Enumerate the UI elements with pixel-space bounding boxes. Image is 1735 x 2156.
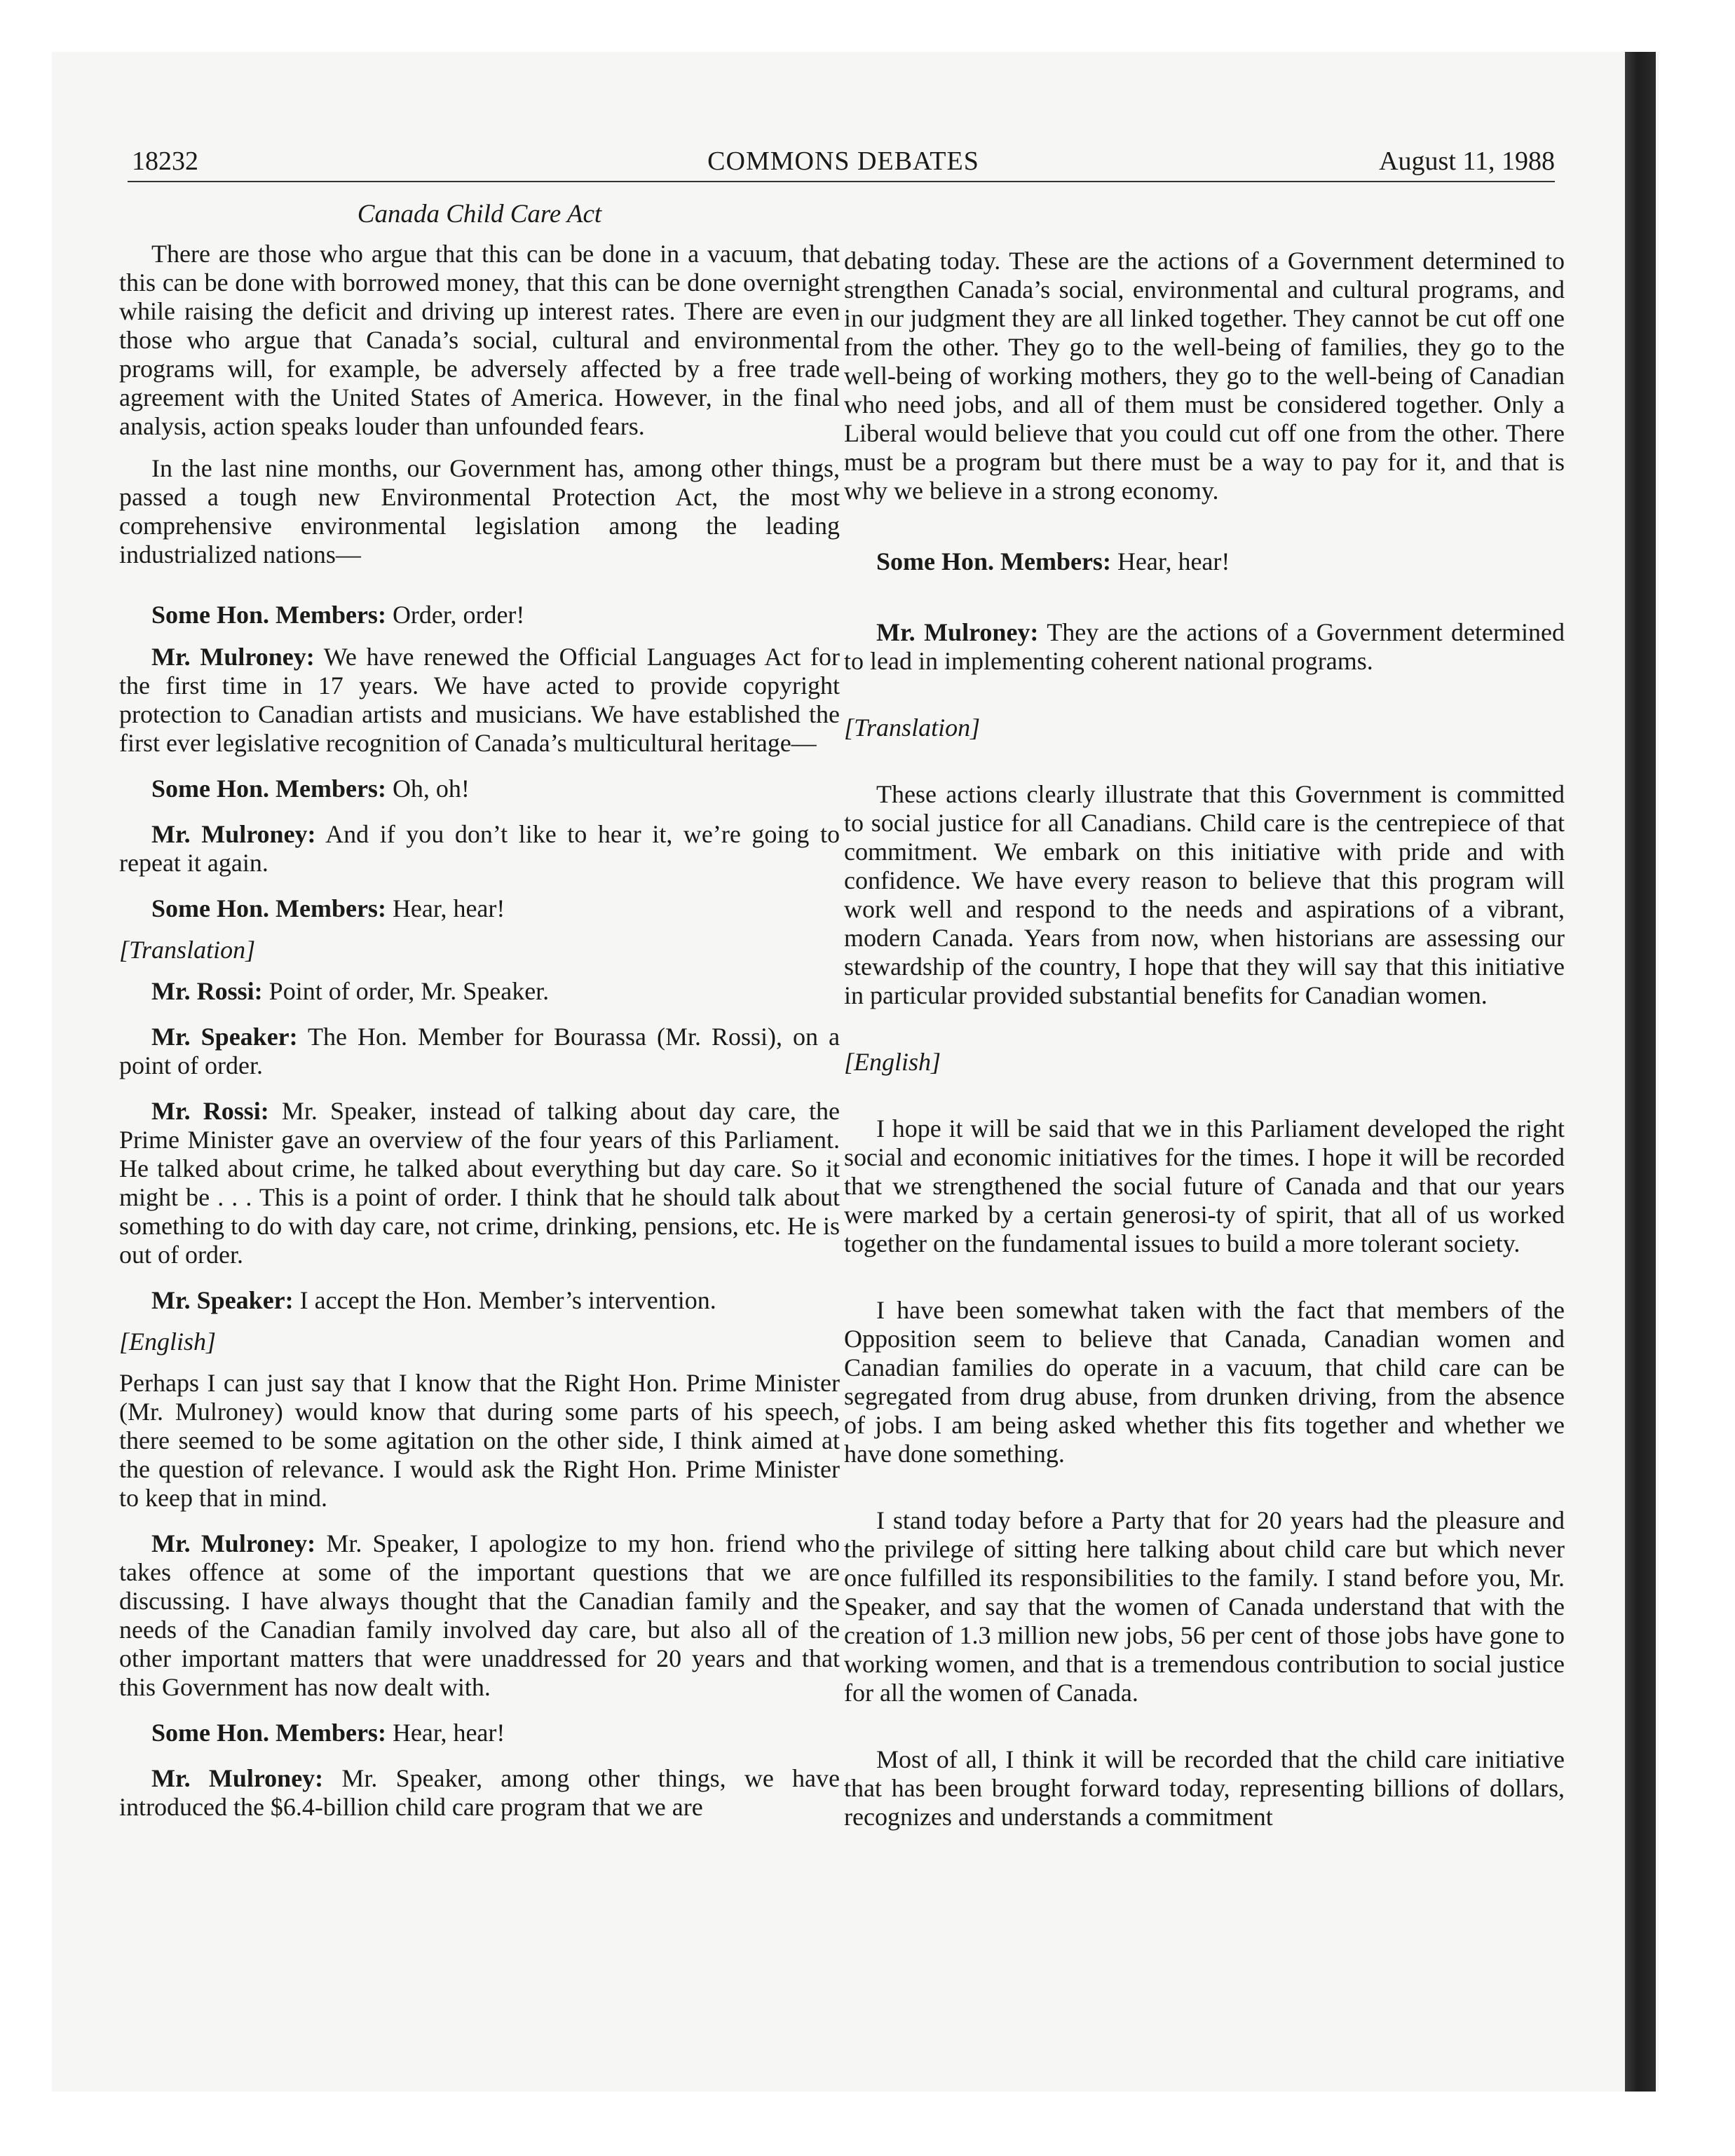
speaker-name: Some Hon. Members: <box>151 775 386 803</box>
paragraph: I hope it will be said that we in this Parliament developed the right social and economic initiatives for the times. I hope it will be recorded that we strengthened the social future of Canada and that our years were marked by a certain generosi-ty of spirit, that all of us worked together on the fundamental issues to build a more tolerant society. <box>844 1114 1565 1257</box>
paragraph: Perhaps I can just say that I know that the Right Hon. Prime Minister (Mr. Mulroney) would know that during some parts of his speech, there seemed to be some agitation on the other side, I think aimed at the question of relevance. I would ask the Right Hon. Prime Minister to keep that in mind. <box>119 1369 840 1512</box>
paragraph: Some Hon. Members: Hear, hear! <box>876 547 1230 575</box>
left-column <box>119 240 840 1822</box>
paragraph: Mr. Mulroney: Mr. Speaker, I apologize to my hon. friend who takes offence at some of the important questions that we are discussing. I have always thought that the Canadian family and the needs of the Canadian family involved day care, but also all of the other important matters that were unaddressed for 20 years and that this Government has now dealt with. <box>119 1529 841 1701</box>
paragraph: I have been somewhat taken with the fact that members of the Opposition seem to believe that Canada, Canadian women and Canadian families do operate in a vacuum, that child care can be segregated from drug abuse, from drunken driving, from the absence of jobs. I am being asked whether this fits together and whether we have done something. <box>844 1296 1565 1468</box>
paragraph: Mr. Rossi: Mr. Speaker, instead of talking about day care, the Prime Minister gave an overview of the four years of this Parliament. He talked about crime, he talked about everything but day care. So it might be . . . This is a point of order. I think that he should talk about something to do with day care, not crime, drinking, pensions, etc. He is out of order. <box>119 1097 840 1269</box>
speaker-name: Mr. Mulroney: <box>151 1764 324 1792</box>
language-marker: [English] <box>119 1328 217 1356</box>
speaker-name: Some Hon. Members: <box>151 1719 386 1747</box>
paragraph: These actions clearly illustrate that this Government is committed to social justice for all Canadians. Child care is the centrepiece of that commitment. We embark on this initiative with pride and with confidence. We have every reason to believe that this program will work well and respond to the needs and aspirations of a vibrant, modern Canada. Years from now, when historians are assessing our stewardship of the country, I hope that they will say that this initiative in particular provided substantial benefits for Canadian women. <box>844 780 1565 1009</box>
header-rule <box>128 181 1555 182</box>
speaker-name: Mr. Rossi: <box>151 977 263 1005</box>
speaker-name: Mr. Mulroney: <box>151 820 316 848</box>
paragraph: Mr. Mulroney: Mr. Speaker, among other things, we have introduced the $6.4-billion child care program that we are <box>119 1764 840 1821</box>
language-marker: [Translation] <box>844 714 981 742</box>
paragraph: Mr. Speaker: The Hon. Member for Bourassa (Mr. Rossi), on a point of order. <box>119 1023 840 1079</box>
page-header <box>132 144 1555 178</box>
paragraph: Some Hon. Members: Oh, oh! <box>151 775 470 803</box>
paragraph: Mr. Speaker: I accept the Hon. Member’s intervention. <box>151 1286 716 1314</box>
paragraph: Some Hon. Members: Order, order! <box>151 601 525 629</box>
paragraph: There are those who argue that this can be done in a vacuum, that this can be done with borrowed money, that this can be done overnight while raising the deficit and driving up interest rates. There are even those who argue that Canada’s social, cultural and environmental programs will, for example, be adversely affected by a free trade agreement with the United States of America. However, in the final analysis, action speaks louder than unfounded fears. <box>119 240 840 440</box>
paragraph: Mr. Mulroney: We have renewed the Official Languages Act for the first time in 17 years. We have acted to provide copyright protection to Canadian artists and musicians. We have established the first ever legislative recognition of Canada’s multicultural heritage— <box>119 643 840 757</box>
paragraph: In the last nine months, our Government has, among other things, passed a tough new Environmental Protection Act, the most comprehensive environmental legislation among the leading industrialized nations— <box>119 454 840 568</box>
speaker-name: Mr. Speaker: <box>151 1286 294 1314</box>
speaker-name: Some Hon. Members: <box>151 601 386 629</box>
speaker-name: Mr. Mulroney: <box>151 1529 316 1557</box>
paragraph: Most of all, I think it will be recorded that the child care initiative that has been brought forward today, representing billions of dollars, recognizes and understands a commitment <box>844 1745 1565 1831</box>
scan-edge-shadow <box>1625 52 1656 2092</box>
paragraph: Some Hon. Members: Hear, hear! <box>151 1719 505 1747</box>
publication-title: COMMONS DEBATES <box>707 146 979 176</box>
debate-subject: Canada Child Care Act <box>357 200 602 228</box>
sitting-date: August 11, 1988 <box>1379 146 1555 176</box>
speaker-name: Mr. Mulroney: <box>151 643 315 671</box>
page-number: 18232 <box>132 146 198 176</box>
paragraph: Some Hon. Members: Hear, hear! <box>151 894 505 922</box>
speaker-name: Some Hon. Members: <box>876 547 1111 575</box>
language-marker: [Translation] <box>119 936 256 964</box>
paragraph: Mr. Mulroney: They are the actions of a Government determined to lead in implementing coherent national programs. <box>844 618 1565 675</box>
paragraph: I stand today before a Party that for 20 years had the pleasure and the privilege of sitting here talking about child care but which never once fulfilled its responsibilities to the family. I stand before you, Mr. Speaker, and say that the women of Canada understand that with the creation of 1.3 million new jobs, 56 per cent of those jobs have gone to working women, and that is a tremendous contribution to social justice for all the women of Canada. <box>844 1506 1565 1707</box>
right-column <box>844 247 1565 1831</box>
speaker-name: Mr. Mulroney: <box>876 618 1039 646</box>
paragraph: debating today. These are the actions of a Government determined to strengthen Canada’s social, environmental and cultural programs, and in our judgment they are all linked together. They cannot be cut off one from the other. They go to the well-being of families, they go to the well-being of working mothers, they go to the well-being of Canadian who need jobs, and all of them must be considered together. Only a Liberal would believe that you could cut off one from the other. There must be a program but there must be a way to pay for it, and that is why we believe in a strong economy. <box>844 247 1565 505</box>
paragraph: Mr. Rossi: Point of order, Mr. Speaker. <box>151 977 550 1005</box>
paragraph: Mr. Mulroney: And if you don’t like to hear it, we’re going to repeat it again. <box>119 820 841 877</box>
speaker-name: Mr. Speaker: <box>151 1023 298 1051</box>
speaker-name: Mr. Rossi: <box>151 1097 269 1125</box>
language-marker: [English] <box>844 1048 941 1076</box>
speaker-name: Some Hon. Members: <box>151 894 386 922</box>
